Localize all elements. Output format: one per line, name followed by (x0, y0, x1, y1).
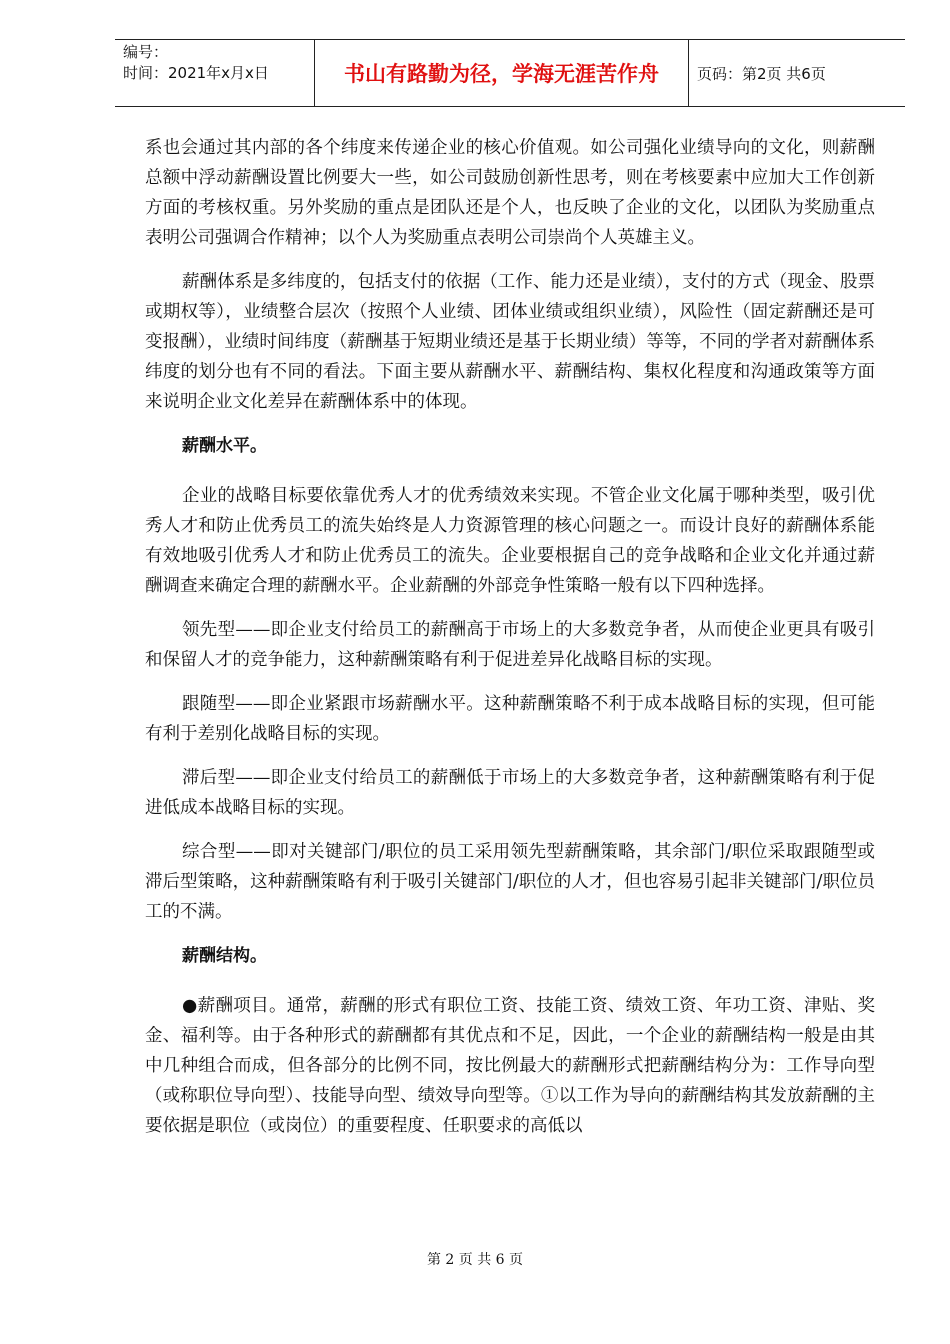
time-label: 时间：2021年x月x日 (123, 64, 269, 82)
number-label: 编号： (123, 43, 169, 61)
paragraph-salary-level: 企业的战略目标要依靠优秀人才的优秀绩效来实现。不管企业文化属于哪种类型，吸引优秀人才和防止优秀员工的流失始终是人力资源管理的核心问题之一。而设计良好的薪酬体系能有效地吸引优秀人才和防止优秀员工的流失。企业要根据自己的竞争战略和企业文化并通过薪酬调查来确定合理的薪酬水平。企业薪酬的外部竞争性策略一般有以下四种选择。 (145, 486, 875, 596)
paragraph-lagging-type: 滞后型——即企业支付给员工的薪酬低于市场上的大多数竞争者，这种薪酬策略有利于促进低成本战略目标的实现。 (145, 768, 875, 818)
header-meta (115, 40, 315, 106)
paragraph-leading-type: 领先型——即企业支付给员工的薪酬高于市场上的大多数竞争者，从而使企业更具有吸引和保留人才的竞争能力，这种薪酬策略有利于促进差异化战略目标的实现。 (145, 620, 875, 670)
section-heading-salary-structure: 薪酬结构。 (182, 946, 267, 966)
paragraph-mixed-type: 综合型——即对关键部门/职位的员工采用领先型薪酬策略，其余部门/职位采取跟随型或滞后型策略，这种薪酬策略有利于吸引关键部门/职位的人才，但也容易引起非关键部门/职位员工的不满。 (145, 842, 875, 922)
section-heading-salary-level: 薪酬水平。 (182, 436, 267, 456)
page-footer: 第 2 页 共 6 页 (426, 1252, 524, 1268)
paragraph-salary-items: ●薪酬项目。通常，薪酬的形式有职位工资、技能工资、绩效工资、年功工资、津贴、奖金、福利等。由于各种形式的薪酬都有其优点和不足，因此，一个企业的薪酬结构一般是由其中几种组合而成，但各部分的比例不同，按比例最大的薪酬形式把薪酬结构分为：工作导向型（或称职位导向型）、技能导向型、绩效导向型等。①以工作为导向的薪酬结构其发放薪酬的主要依据是职位（或岗位）的重要程度、任职要求的高低以 (145, 996, 875, 1136)
header-page-label: 页码：第2页 共6页 (697, 65, 826, 83)
paragraph-continuation: 系也会通过其内部的各个纬度来传递企业的核心价值观。如公司强化业绩导向的文化，则薪酬总额中浮动薪酬设置比例要大一些，如公司鼓励创新性思考，则在考核要素中应加大工作创新方面的考核权重。另外奖励的重点是团队还是个人，也反映了企业的文化，以团队为奖励重点表明公司强调合作精神；以个人为奖励重点表明公司崇尚个人英雄主义。 (145, 138, 875, 248)
document-header (115, 39, 905, 107)
paragraph-dimensions: 薪酬体系是多纬度的，包括支付的依据（工作、能力还是业绩），支付的方式（现金、股票或期权等），业绩整合层次（按照个人业绩、团体业绩或组织业绩），风险性（固定薪酬还是可变报酬），业绩时间纬度（薪酬基于短期业绩还是基于长期业绩）等等，不同的学者对薪酬体系纬度的划分也有不同的看法。下面主要从薪酬水平、薪酬结构、集权化程度和沟通政策等方面来说明企业文化差异在薪酬体系中的体现。 (145, 272, 875, 412)
header-motto: 书山有路勤为径，学海无涯苦作舟 (315, 40, 689, 106)
document-body (145, 133, 875, 1155)
paragraph-following-type: 跟随型——即企业紧跟市场薪酬水平。这种薪酬策略不利于成本战略目标的实现，但可能有利于差别化战略目标的实现。 (145, 694, 875, 744)
